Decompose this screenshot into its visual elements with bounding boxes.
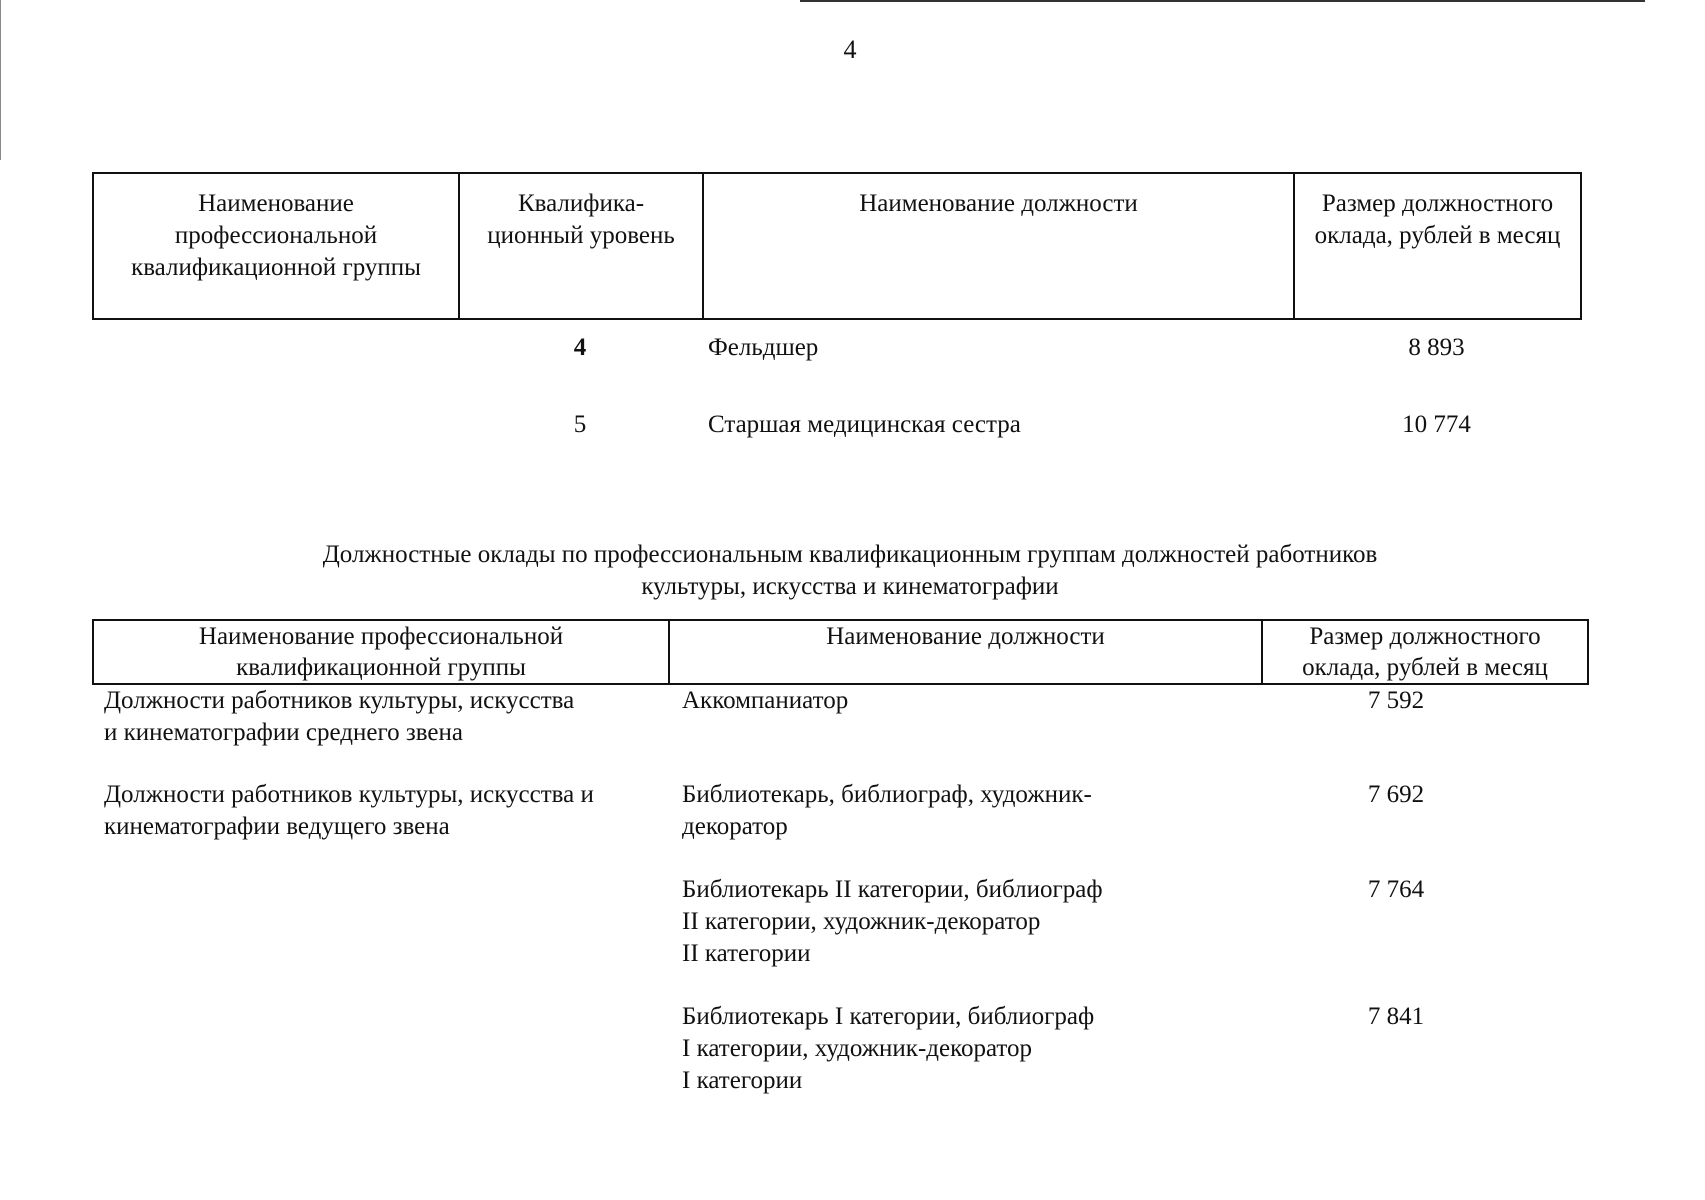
header-text: Наименование (198, 190, 354, 217)
header-text: ционный уровень (487, 222, 675, 249)
position-name-line: II категории (682, 940, 811, 967)
page-number: 4 (843, 35, 857, 64)
qualification-level: 4 (573, 334, 587, 361)
header-text: Наименование профессиональной (198, 623, 564, 650)
header-text: профессиональной (174, 222, 378, 249)
table2-header-position (670, 621, 1263, 683)
position-name (682, 779, 1202, 843)
position-name-line: I категории (682, 1067, 803, 1094)
section-title-line: Должностные оклады по профессиональным квалификационным группам должностей работников (322, 541, 1378, 568)
table1-header-salary (1295, 174, 1580, 318)
header-text: квалификационной группы (131, 254, 421, 281)
table1-header-level (460, 174, 704, 318)
header-text: Размер должностного (1309, 623, 1541, 650)
table2-header-salary (1263, 621, 1587, 683)
salary-value: 8 893 (1408, 334, 1465, 361)
position-name-line: I категории, художник-декоратор (682, 1035, 1033, 1062)
group-name-line: Должности работников культуры, искусства (104, 687, 575, 714)
table2-header (92, 619, 1589, 685)
group-name-line: и кинематографии среднего звена (104, 719, 463, 746)
section-title-line: культуры, искусства и кинематографии (641, 573, 1059, 600)
position-name-line: Библиотекарь, библиограф, художник- (682, 781, 1092, 808)
scan-edge-line (800, 0, 1645, 2)
header-text: оклада, рублей в месяц (1314, 222, 1561, 249)
position-name-line: декоратор (682, 813, 788, 840)
salary-value: 7 592 (1367, 687, 1425, 714)
header-text: Размер должностного (1321, 190, 1554, 217)
position-name-line: II категории, художник-декоратор (682, 908, 1041, 935)
scan-edge-line (0, 0, 1, 160)
header-text: квалификационной группы (236, 654, 526, 681)
group-name (104, 779, 664, 843)
salary-value: 7 692 (1367, 781, 1425, 808)
table-row (92, 332, 1582, 368)
header-text: Наименование должности (826, 623, 1105, 650)
header-text: оклада, рублей в месяц (1302, 654, 1548, 681)
section-title (180, 539, 1520, 603)
position-name (682, 1001, 1202, 1097)
table-row (92, 409, 1582, 445)
table1-header (92, 172, 1582, 320)
table1-header-group (94, 174, 460, 318)
table1-header-position (704, 174, 1295, 318)
salary-value: 7 764 (1367, 876, 1425, 903)
salary-value: 7 841 (1367, 1003, 1425, 1030)
qualification-level: 5 (573, 411, 587, 438)
table2-header-group (94, 621, 670, 683)
group-name (104, 685, 664, 749)
header-text: Наименование должности (859, 190, 1138, 217)
position-name: Фельдшер (708, 334, 819, 361)
header-text: Квалифика- (517, 190, 645, 217)
position-name-line: Библиотекарь II категории, библиограф (682, 876, 1103, 903)
group-name-line: Должности работников культуры, искусства и (104, 781, 594, 808)
group-name-line: кинематографии ведущего звена (104, 813, 450, 840)
position-name (682, 685, 1202, 717)
position-name (682, 874, 1202, 970)
position-name: Старшая медицинская сестра (708, 411, 1021, 438)
position-name-line: Аккомпаниатор (682, 687, 849, 714)
salary-value: 10 774 (1402, 411, 1471, 438)
position-name-line: Библиотекарь I категории, библиограф (682, 1003, 1095, 1030)
